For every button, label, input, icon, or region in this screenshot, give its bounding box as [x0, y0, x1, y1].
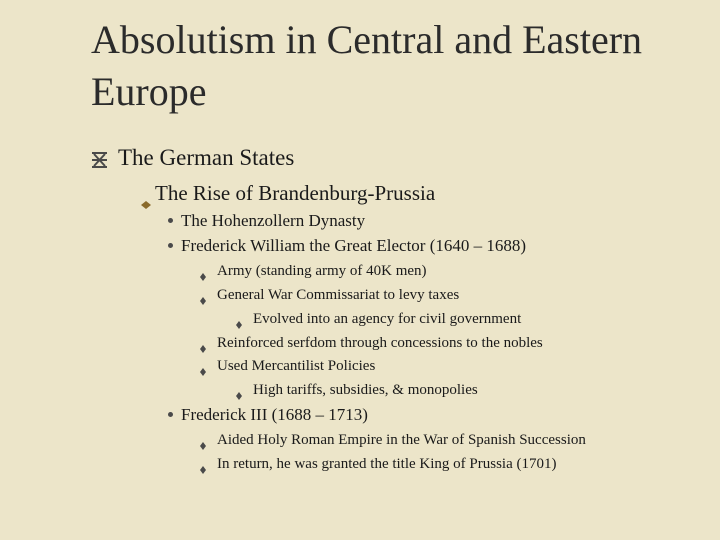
bullet-text: Evolved into an agency for civil government: [253, 311, 522, 327]
bullet-aided: [217, 430, 586, 450]
ornament-bullet-icon: [91, 148, 108, 166]
dot-bullet-icon: [168, 243, 173, 248]
bullet-army: [217, 261, 427, 281]
diamond-small-bullet-icon: [200, 291, 206, 299]
bullet-frederick-iii: [181, 404, 368, 426]
bullet-text: The Hohenzollern Dynasty: [181, 211, 366, 230]
bullet-text: In return, he was granted the title King of Prussia (1701): [217, 456, 557, 472]
bullet-serfdom: [217, 333, 543, 353]
dot-bullet-icon: [168, 412, 173, 417]
diamond-small-bullet-icon: [200, 267, 206, 275]
diamond-small-bullet-icon: [200, 460, 206, 468]
bullet-text: High tariffs, subsidies, & monopolies: [253, 382, 478, 398]
bullet-evolved: [253, 309, 521, 329]
bullet-text: Frederick William the Great Elector (1640 – 1688): [181, 236, 527, 255]
bullet-frederick-william: [181, 235, 526, 257]
bullet-text: Used Mercantilist Policies: [217, 358, 376, 374]
bullet-text: General War Commissariat to levy taxes: [217, 287, 460, 303]
bullet-in-return: [217, 454, 557, 474]
bullet-text: The German States: [118, 145, 295, 170]
bullet-brandenburg-prussia: [155, 180, 435, 206]
diamond-small-bullet-icon: [236, 386, 242, 394]
diamond-small-bullet-icon: [200, 362, 206, 370]
diamond-small-bullet-icon: [200, 339, 206, 347]
bullet-text: Aided Holy Roman Empire in the War of Spanish Succession: [217, 432, 586, 448]
bullet-german-states: [118, 144, 294, 172]
diamond-bullet-icon: [141, 189, 151, 197]
bullet-war-commissariat: [217, 285, 459, 305]
bullet-mercantilist: [217, 356, 375, 376]
dot-bullet-icon: [168, 218, 173, 223]
bullet-text: Reinforced serfdom through concessions to the nobles: [217, 335, 543, 351]
diamond-small-bullet-icon: [236, 315, 242, 323]
bullet-text: Army (standing army of 40K men): [217, 263, 427, 279]
diamond-small-bullet-icon: [200, 436, 206, 444]
slide-title: Absolutism in Central and Eastern Europe: [91, 17, 643, 114]
bullet-tariffs: [253, 380, 478, 400]
bullet-text: The Rise of Brandenburg-Prussia: [155, 181, 436, 205]
bullet-text: Frederick III (1688 – 1713): [181, 405, 368, 424]
bullet-hohenzollern: [181, 210, 365, 232]
